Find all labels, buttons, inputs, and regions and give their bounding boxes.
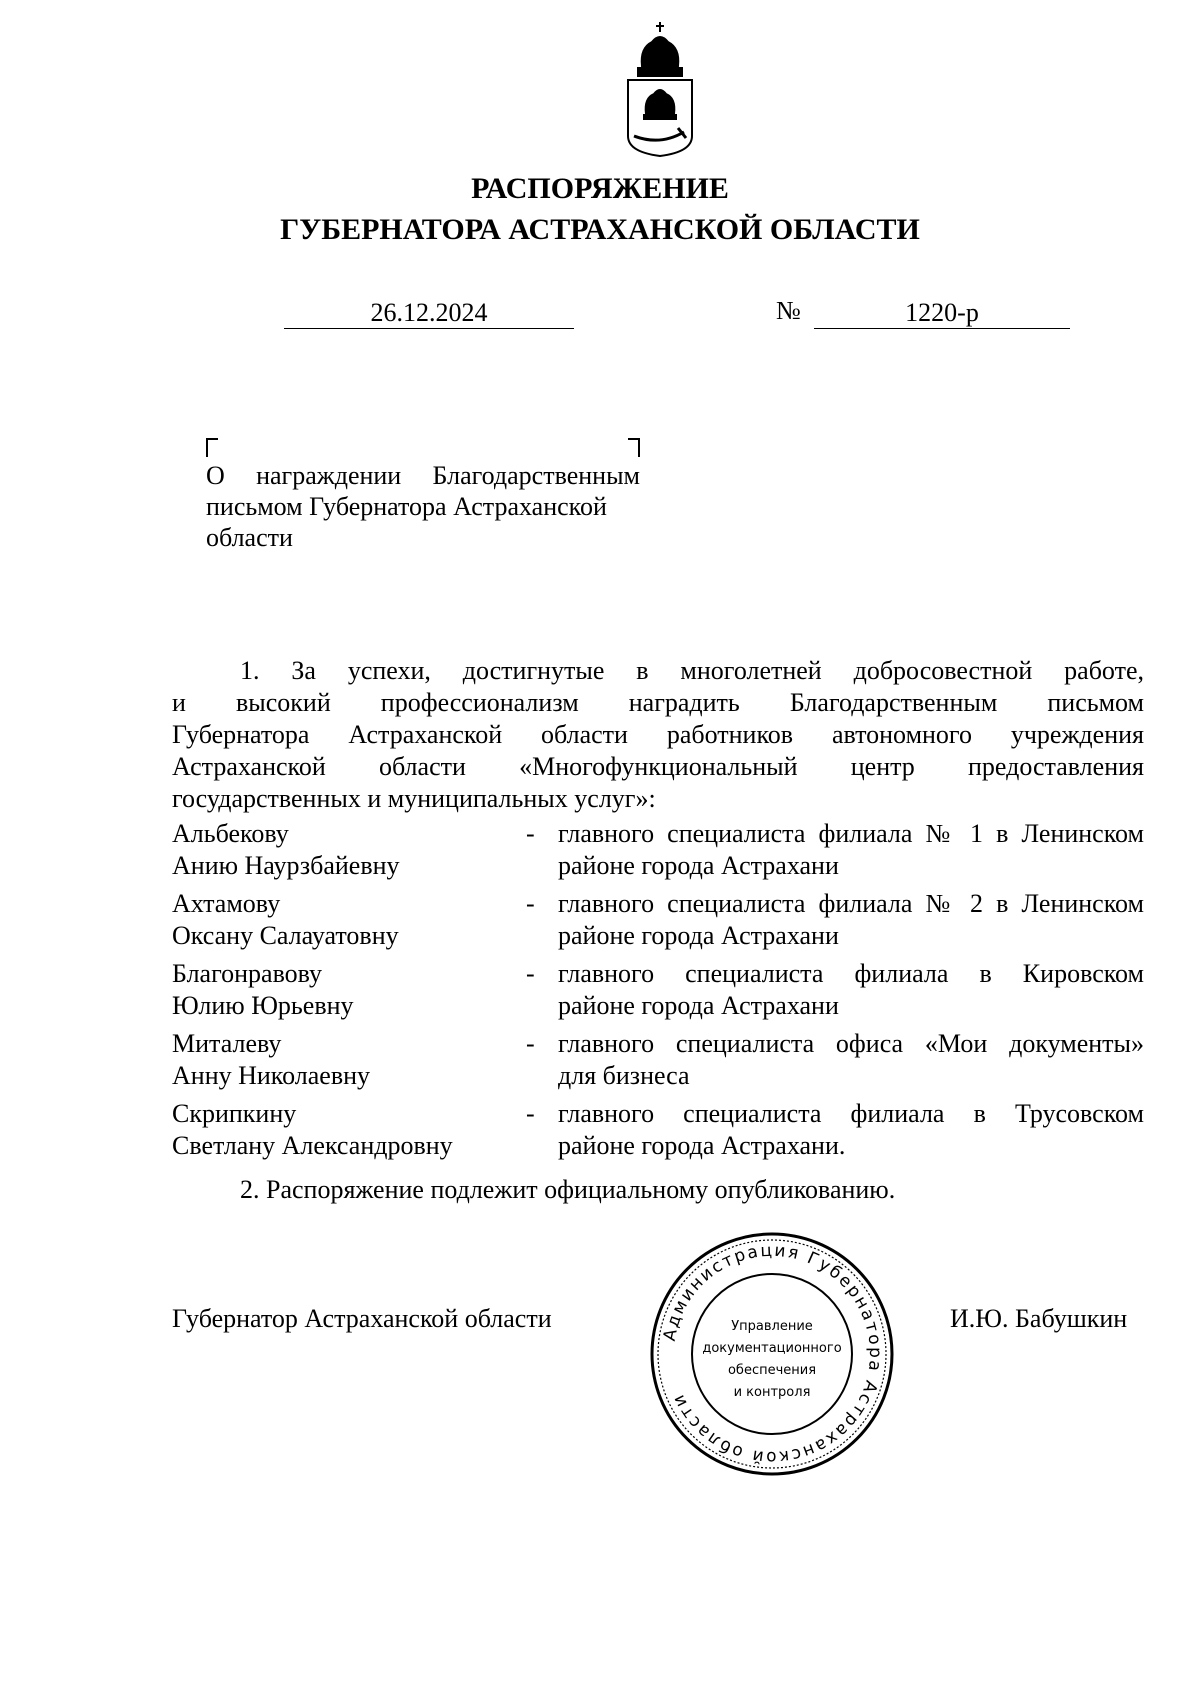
awardee-row [172, 1098, 1144, 1162]
awardee-row [172, 888, 1144, 952]
awardee-position [558, 818, 1144, 882]
awardee-given-names: Оксану Салауатовну [172, 921, 399, 950]
awardee-position [558, 1028, 1144, 1092]
position-line: для бизнеса [558, 1061, 690, 1090]
awardee-row [172, 958, 1144, 1022]
awardee-name [172, 888, 524, 952]
awardee-given-names: Юлию Юрьевну [172, 991, 354, 1020]
awardee-dash: - [526, 819, 535, 848]
subject-line: области [206, 523, 293, 552]
subject-line: О награждении Благодарственным [206, 461, 640, 490]
awardee-name [172, 958, 524, 1022]
position-line: главного специалиста филиала в Кировском [558, 959, 1144, 988]
coat-of-arms-icon [622, 18, 698, 158]
awardee-dash: - [526, 1029, 535, 1058]
awardee-surname: Миталеву [172, 1029, 282, 1058]
position-line: главного специалиста офиса «Мои документы» [558, 1029, 1144, 1058]
document-number: 1220-р [814, 298, 1070, 329]
signatory-name: И.Ю. Бабушкин [950, 1304, 1128, 1333]
position-line: главного специалиста филиала № 1 в Ленинском [558, 819, 1144, 848]
position-line: районе города Астрахани. [558, 1131, 846, 1160]
paragraph-line: Астраханской области «Многофункциональный центр предоставления [172, 752, 1144, 781]
awardee-row [172, 1028, 1144, 1092]
awardee-position [558, 888, 1144, 952]
paragraph-1 [172, 655, 1144, 815]
stamp-center-line: обеспечения [727, 1363, 817, 1378]
awardee-list [172, 818, 1144, 1168]
awardee-surname: Альбекову [172, 819, 289, 848]
position-line: главного специалиста филиала № 2 в Ленинском [558, 889, 1144, 918]
paragraph-line: государственных и муниципальных услуг»: [172, 784, 656, 813]
position-line: главного специалиста филиала в Трусовском [558, 1099, 1144, 1128]
awardee-dash: - [526, 959, 535, 988]
awardee-surname: Благонравову [172, 959, 323, 988]
position-line: районе города Астрахани [558, 991, 839, 1020]
number-sign: № [776, 296, 801, 325]
document-title-line1: РАСПОРЯЖЕНИЕ [471, 172, 729, 205]
document-date: 26.12.2024 [284, 298, 574, 329]
awardee-name [172, 818, 524, 882]
paragraph-line: 1. За успехи, достигнутые в многолетней добросовестной работе, [240, 656, 1144, 685]
position-line: районе города Астрахани [558, 921, 839, 950]
signatory-title: Губернатор Астраханской области [172, 1304, 552, 1333]
paragraph-line: и высокий профессионализм наградить Благодарственным письмом [172, 688, 1144, 717]
document-title-line2: ГУБЕРНАТОРА АСТРАХАНСКОЙ ОБЛАСТИ [280, 213, 920, 246]
paragraph-line: Губернатора Астраханской области работников автономного учреждения [172, 720, 1144, 749]
subject-frame-corners [206, 438, 640, 458]
awardee-position [558, 1098, 1144, 1162]
paragraph-2: 2. Распоряжение подлежит официальному опубликованию. [240, 1175, 896, 1204]
awardee-surname: Скрипкину [172, 1099, 297, 1128]
awardee-given-names: Светлану Александровну [172, 1131, 453, 1160]
stamp-center-line: и контроля [733, 1385, 811, 1400]
awardee-name [172, 1098, 524, 1162]
stamp-center-line: Управление [731, 1319, 813, 1334]
position-line: районе города Астрахани [558, 851, 839, 880]
awardee-dash: - [526, 889, 535, 918]
awardee-row [172, 818, 1144, 882]
awardee-given-names: Анну Николаевну [172, 1061, 371, 1090]
subject-line: письмом Губернатора Астраханской [206, 492, 607, 521]
stamp-ring-text: Администрация Губернатора Астраханской области [659, 1240, 886, 1468]
stamp-center-line: документационного [702, 1341, 842, 1356]
awardee-position [558, 958, 1144, 1022]
awardee-given-names: Анию Наурзбайевну [172, 851, 400, 880]
awardee-name [172, 1028, 524, 1092]
awardee-dash: - [526, 1099, 535, 1128]
document-subject [206, 460, 640, 553]
official-stamp [648, 1230, 896, 1478]
awardee-surname: Ахтамову [172, 889, 281, 918]
